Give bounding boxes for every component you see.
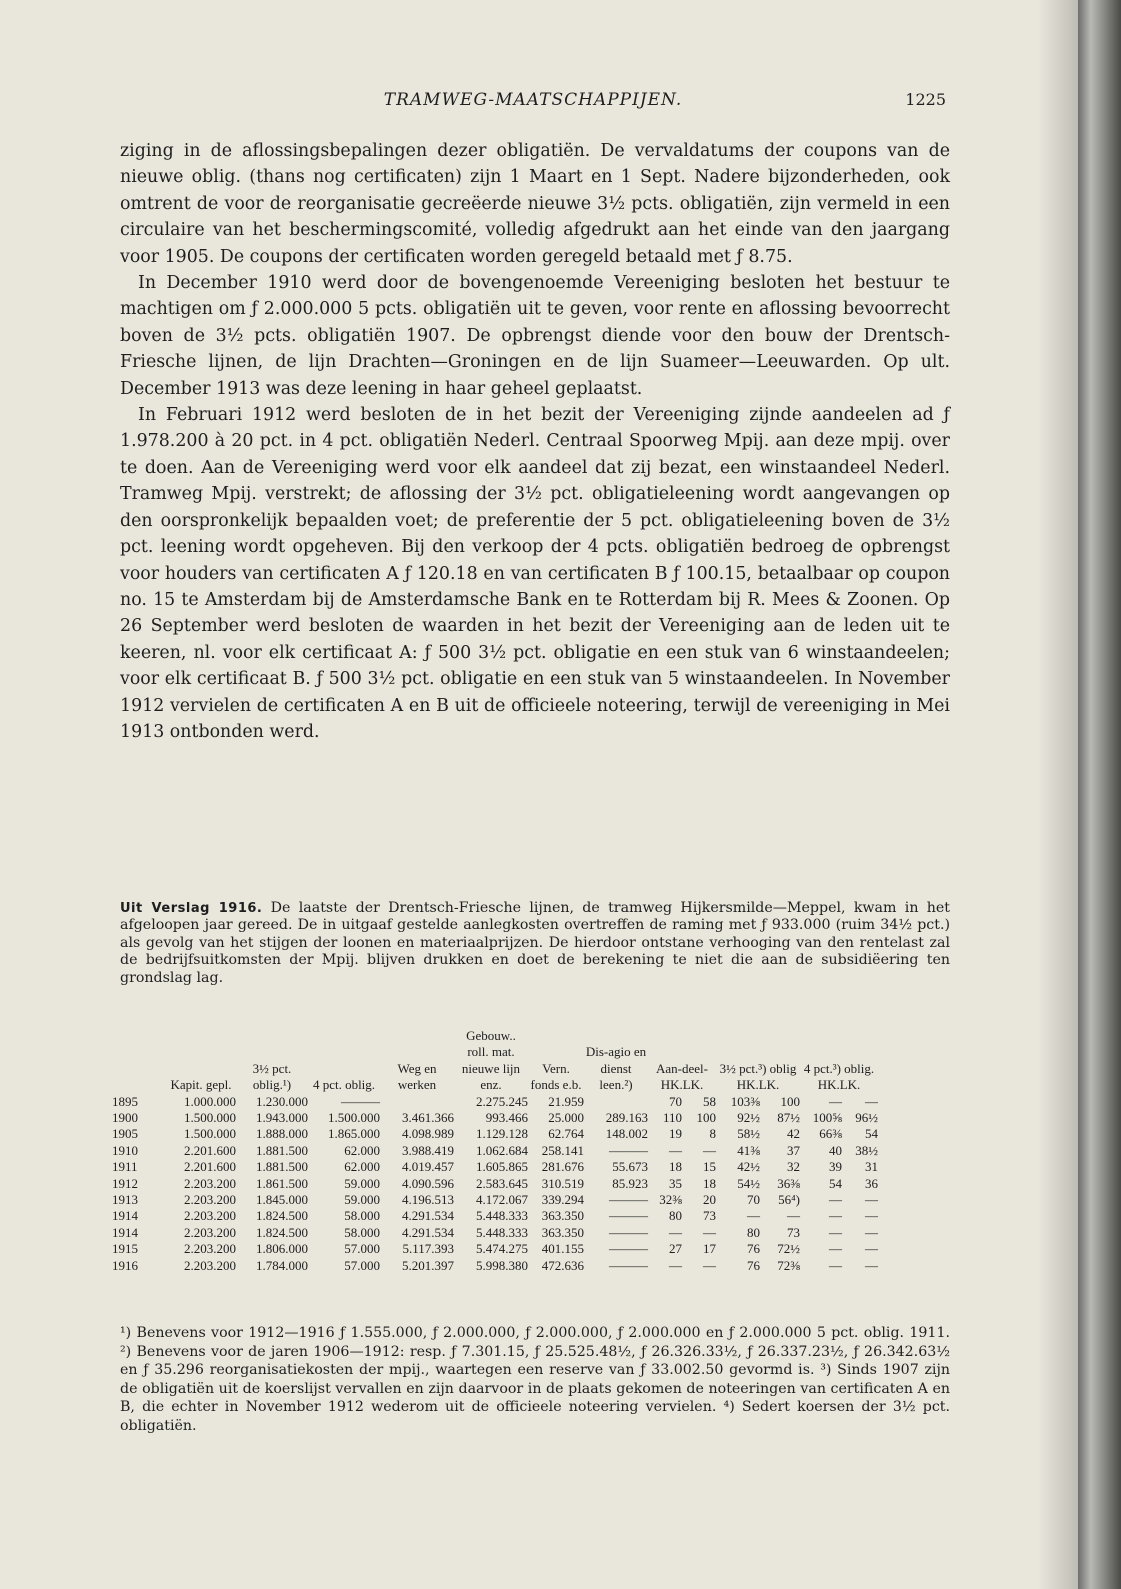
table-cell: 148.002: [605, 1126, 648, 1142]
table-cell-year: 1914: [112, 1224, 138, 1240]
table-cell: 2.203.200: [184, 1208, 236, 1224]
table-cell: 73: [787, 1224, 800, 1240]
table-cell: —: [703, 1224, 716, 1240]
table-cell: —: [829, 1224, 842, 1240]
table-cell: 21.959: [548, 1093, 584, 1109]
table-cell: 110: [662, 1110, 682, 1126]
table-cell: [380, 1094, 454, 1110]
table-cell: ———: [609, 1257, 648, 1273]
table-cell: 363.350: [541, 1224, 584, 1240]
table-cell: 36: [865, 1175, 878, 1191]
header-oblig-4b: 4 pct.³) oblig. HK.LK.: [803, 1060, 875, 1093]
header-kapitaal: Kapit. gepl.: [170, 1077, 232, 1093]
table-cell: 59.000: [344, 1175, 380, 1191]
table-cell: 1.784.000: [256, 1257, 308, 1273]
footnotes: ¹) Benevens voor 1912—1916 ƒ 1.555.000, ƒ 2.000.000, ƒ 2.000.000, ƒ 2.000.000 en ƒ 2.000.000 5 pct. oblig. 1911. ²) Benevens voor de jaren 1906—1912: resp. ƒ 7.301.15, ƒ 25.525.48½, ƒ 26.326.33½, ƒ 26.337.23½, ƒ 26.342.63½ en ƒ 35.296 reorganisatiekosten der mpij., waartegen een reserve van ƒ 33.002.50 gevormd is. ³) Sinds 1907 zijn de obligatiën uit de koerslijst vervallen en zijn daarvoor in de plaats gekomen de noteeringen van certificaten A en B, die echter in November 1912 wederom uit de officieele noteering vervielen. ⁴) Sedert koersen der 3½ pct. obligatiën.: [120, 1325, 950, 1434]
table-row: [112, 1094, 878, 1110]
body-text: [120, 138, 950, 745]
table-row: [112, 1126, 878, 1142]
table-row: [112, 1143, 878, 1159]
table-cell: 472.636: [541, 1257, 584, 1273]
paragraph: In December 1910 werd door de bovengenoemde Vereeniging besloten het bestuur te machtigen om ƒ 2.000.000 5 pcts. obligatiën uit te geven, voor rente en aflossing bevoorrecht boven de 3½ pcts. obligatiën 1907. De opbrengst diende voor den bouw der Drentsch-Friesche lijnen, de lijn Drachten—Groningen en de lijn Suameer—Leeuwarden. Op ult. December 1913 was deze leening in haar geheel geplaatst.: [120, 273, 950, 399]
table-cell: 1.845.000: [256, 1192, 308, 1208]
header-disagio: Dis-agio en dienst leen.²): [585, 1044, 647, 1093]
table-cell: 1.000.000: [184, 1093, 236, 1109]
table-cell: 339.294: [541, 1192, 584, 1208]
table-cell: 32⅜: [659, 1192, 682, 1208]
table-cell: 58.000: [344, 1224, 380, 1240]
report-excerpt: [120, 900, 950, 987]
table-cell: 363.350: [541, 1208, 584, 1224]
table-cell: 401.155: [541, 1241, 584, 1257]
table-cell: —: [865, 1192, 878, 1208]
table-row: [112, 1176, 878, 1192]
table-cell: 1.500.000: [184, 1110, 236, 1126]
table-cell: 32: [787, 1159, 800, 1175]
table-cell: 1.861.500: [256, 1175, 308, 1191]
table-cell: —: [829, 1208, 842, 1224]
table-cell: 2.275.245: [476, 1093, 528, 1109]
table-cell: 2.201.600: [184, 1142, 236, 1158]
table-cell: 1.500.000: [184, 1126, 236, 1142]
table-cell-year: 1905: [112, 1126, 138, 1142]
table-cell: 80: [747, 1224, 760, 1240]
table-cell: 1.881.500: [256, 1142, 308, 1158]
table-row: [112, 1192, 878, 1208]
table-cell: —: [669, 1224, 682, 1240]
table-cell: 62.764: [548, 1126, 584, 1142]
table-cell-year: 1912: [112, 1175, 138, 1191]
table-cell: —: [865, 1257, 878, 1273]
paragraph: ziging in de aflossingsbepalingen dezer obligatiën. De vervaldatums der coupons van de nieuwe oblig. (thans nog certificaten) zijn 1 Maart en 1 Sept. Nadere bijzonderheden, ook omtrent de voor de reorganisatie gecreëerde nieuwe 3½ pcts. obligatiën, zijn vermeld in een circulaire van het beschermingscomité, volledig afgedrukt aan het einde van den jaargang voor 1905. De coupons der certificaten worden geregeld betaald met ƒ 8.75.: [120, 141, 950, 267]
table-cell-year: 1914: [112, 1208, 138, 1224]
table-cell: 4.090.596: [402, 1175, 454, 1191]
report-text: De laatste der Drentsch-Friesche lijnen, de tramweg Hijkersmilde—Meppel, kwam in het afgeloopen jaar gereed. De in uitgaaf gestelde aanlegkosten overtreffen de raming met ƒ 933.000 (ruim 34½ pct.) als gevolg van het stijgen der loonen en materiaalprijzen. De hierdoor ontstane verhooging van den rentelast zal de bedrijfsuitkomsten der Mpij. blijven drukken en doet de berekening te niet die aan de subsidiëering ten grondslag lag.: [120, 900, 950, 986]
table-cell: 1.865.000: [328, 1126, 380, 1142]
table-cell: 57.000: [344, 1241, 380, 1257]
table-cell: 1.806.000: [256, 1241, 308, 1257]
table-cell-year: 1916: [112, 1257, 138, 1273]
financial-table: [112, 1028, 957, 1274]
table-cell: 5.201.397: [402, 1257, 454, 1273]
table-cell: 1.230.000: [256, 1093, 308, 1109]
table-cell: 5.117.393: [402, 1241, 454, 1257]
header-gebouw: Gebouw.. roll. mat. nieuwe lijn enz.: [461, 1028, 521, 1093]
table-cell: 59.000: [344, 1192, 380, 1208]
header-oblig-35: 3½ pct. oblig.¹): [252, 1060, 292, 1093]
table-cell: 58½: [737, 1126, 760, 1142]
header-wegen: Weg en werken: [397, 1060, 437, 1093]
table-cell: —: [829, 1257, 842, 1273]
table-cell: —: [865, 1224, 878, 1240]
table-cell: 80: [669, 1208, 682, 1224]
table-cell: 310.519: [541, 1175, 584, 1191]
table-cell: 54½: [737, 1175, 760, 1191]
table-cell: 3.461.366: [402, 1110, 454, 1126]
table-cell: 70: [747, 1192, 760, 1208]
table-row: [112, 1110, 878, 1126]
header-oblig-35b: 3½ pct.³) oblig HK.LK.: [719, 1060, 797, 1093]
table-cell: 66⅜: [819, 1126, 842, 1142]
table-cell: 19: [669, 1126, 682, 1142]
table-cell: 76: [747, 1241, 760, 1257]
table-cell: 18: [669, 1159, 682, 1175]
table-cell-year: 1895: [112, 1093, 138, 1109]
table-cell: 85.923: [612, 1175, 648, 1191]
table-cell: 100⅝: [812, 1110, 842, 1126]
table-cell: 57.000: [344, 1257, 380, 1273]
table-cell: 103⅜: [730, 1093, 760, 1109]
table-cell: 258.141: [541, 1142, 584, 1158]
running-title: TRAMWEG-MAATSCHAPPIJEN.: [383, 90, 683, 110]
table-row: [112, 1258, 878, 1274]
financial-table-body: [112, 1094, 878, 1274]
table-cell: 42: [787, 1126, 800, 1142]
table-cell: 58.000: [344, 1208, 380, 1224]
table-cell: —: [829, 1093, 842, 1109]
table-cell: 1.824.500: [256, 1224, 308, 1240]
table-cell: 36⅜: [777, 1175, 800, 1191]
table-cell-year: 1913: [112, 1192, 138, 1208]
table-cell: 15: [703, 1159, 716, 1175]
table-cell-year: 1915: [112, 1241, 138, 1257]
table-cell: —: [669, 1257, 682, 1273]
table-cell: 4.196.513: [402, 1192, 454, 1208]
table-cell: 96½: [855, 1110, 878, 1126]
table-cell: 8: [709, 1126, 716, 1142]
table-cell: 92½: [737, 1110, 760, 1126]
header-oblig-4: 4 pct. oblig.: [312, 1077, 376, 1093]
page-number: 1225: [905, 90, 946, 109]
table-cell: 2.203.200: [184, 1224, 236, 1240]
report-lead: Uit Verslag 1916.: [120, 901, 263, 916]
table-cell: 20: [703, 1192, 716, 1208]
table-cell: 41⅜: [737, 1142, 760, 1158]
table-cell: 62.000: [344, 1142, 380, 1158]
financial-table-grid: [112, 1028, 878, 1274]
table-cell: 1.888.000: [256, 1126, 308, 1142]
table-cell: 70: [669, 1093, 682, 1109]
table-cell: 4.172.067: [476, 1192, 528, 1208]
table-cell: 37: [787, 1142, 800, 1158]
table-cell: [584, 1094, 648, 1110]
table-cell: 27: [669, 1241, 682, 1257]
table-cell: 5.448.333: [476, 1224, 528, 1240]
table-cell: 2.203.200: [184, 1257, 236, 1273]
table-cell: 4.019.457: [402, 1159, 454, 1175]
table-cell: ———: [609, 1224, 648, 1240]
table-cell: ———: [609, 1142, 648, 1158]
table-cell: 4.291.534: [402, 1208, 454, 1224]
table-cell: —: [829, 1192, 842, 1208]
table-cell: —: [787, 1208, 800, 1224]
book-page-edge: [1078, 0, 1121, 1589]
table-cell: 100: [780, 1093, 800, 1109]
table-cell: 5.448.333: [476, 1208, 528, 1224]
table-cell: ———: [609, 1192, 648, 1208]
table-cell: 4.291.534: [402, 1224, 454, 1240]
table-cell: 1.500.000: [328, 1110, 380, 1126]
table-cell: 18: [703, 1175, 716, 1191]
table-cell: 54: [865, 1126, 878, 1142]
table-row: [112, 1225, 878, 1241]
table-cell: 5.998.380: [476, 1257, 528, 1273]
table-cell: 31: [865, 1159, 878, 1175]
table-cell: 2.203.200: [184, 1192, 236, 1208]
table-cell-year: 1911: [112, 1159, 138, 1175]
table-cell: —: [747, 1208, 760, 1224]
table-cell: ———: [609, 1241, 648, 1257]
table-cell: 2.203.200: [184, 1175, 236, 1191]
table-cell: 993.466: [485, 1110, 528, 1126]
table-cell: 1.881.500: [256, 1159, 308, 1175]
table-cell: 5.474.275: [476, 1241, 528, 1257]
table-cell: —: [865, 1208, 878, 1224]
table-cell: 2.583.645: [476, 1175, 528, 1191]
table-cell: 4.098.989: [402, 1126, 454, 1142]
table-row: [112, 1208, 878, 1224]
table-row: [112, 1159, 878, 1175]
table-cell: 100: [696, 1110, 716, 1126]
table-cell: 87½: [777, 1110, 800, 1126]
table-cell: —: [669, 1142, 682, 1158]
table-cell: 25.000: [548, 1110, 584, 1126]
table-cell: 1.129.128: [476, 1126, 528, 1142]
table-cell: 54: [829, 1175, 842, 1191]
table-cell: 35: [669, 1175, 682, 1191]
header-aandeel: Aan-deel- HK.LK.: [656, 1060, 708, 1093]
table-cell: 289.163: [605, 1110, 648, 1126]
table-row: [112, 1241, 878, 1257]
table-cell: 72⅜: [777, 1257, 800, 1273]
table-cell: 1.605.865: [476, 1159, 528, 1175]
header-year: [112, 1028, 166, 1094]
table-cell: 2.203.200: [184, 1241, 236, 1257]
table-cell: 62.000: [344, 1159, 380, 1175]
table-cell: —: [703, 1257, 716, 1273]
table-cell: 40: [829, 1142, 842, 1158]
table-cell: —: [865, 1241, 878, 1257]
table-cell-year: 1910: [112, 1142, 138, 1158]
table-cell: 58: [703, 1093, 716, 1109]
table-cell: 17: [703, 1241, 716, 1257]
table-cell: —: [829, 1241, 842, 1257]
table-cell: 38½: [855, 1142, 878, 1158]
table-cell: 3.988.419: [402, 1142, 454, 1158]
table-cell: 42½: [737, 1159, 760, 1175]
table-cell: 1.062.684: [476, 1142, 528, 1158]
table-cell: —: [865, 1093, 878, 1109]
table-cell: 56⁴): [778, 1192, 800, 1208]
table-cell: 2.201.600: [184, 1159, 236, 1175]
table-cell: 1.824.500: [256, 1208, 308, 1224]
table-cell: 1.943.000: [256, 1110, 308, 1126]
table-cell: 76: [747, 1257, 760, 1273]
table-cell: ———: [341, 1093, 380, 1109]
table-cell: 281.676: [541, 1159, 584, 1175]
running-header: [120, 90, 946, 114]
table-cell: 73: [703, 1208, 716, 1224]
table-cell: 39: [829, 1159, 842, 1175]
table-cell-year: 1900: [112, 1110, 138, 1126]
paragraph: In Februari 1912 werd besloten de in het bezit der Vereeniging zijnde aandeelen ad ƒ 1.978.200 à 20 pct. in 4 pct. obligatiën Nederl. Centraal Spoorweg Mpij. aan deze mpij. over te doen. Aan de Vereeniging werd voor elk aandeel dat zij bezat, een winstaandeel Nederl. Tramweg Mpij. verstrekt; de aflossing der 3½ pct. obligatieleening wordt aangevangen op den oorspronkelijk bepaalden voet; de preferentie der 5 pct. obligatieleening boven de 3½ pct. leening wordt opgeheven. Bij den verkoop der 4 pcts. obligatiën bedroeg de opbrengst voor houders van certificaten A ƒ 120.18 en van certificaten B ƒ 100.15, betaalbaar op coupon no. 15 te Amsterdam bij de Amsterdamsche Bank en te Rotterdam bij R. Mees & Zoonen. Op 26 September werd besloten de waarden in het bezit der Vereeniging aan de leden uit te keeren, nl. voor elk certificaat A: ƒ 500 3½ pct. obligatie en een stuk van 6 winstaandeelen; voor elk certificaat B. ƒ 500 3½ pct. obligatie en een stuk van 5 winstaandeelen. In November 1912 vervielen de certificaten A en B uit de officieele noteering, terwijl de vereeniging in Mei 1913 ontbonden werd.: [120, 405, 950, 742]
header-vern: Vern. fonds e.b.: [530, 1060, 582, 1093]
table-cell: ———: [609, 1208, 648, 1224]
table-cell: —: [703, 1142, 716, 1158]
table-cell: 72½: [777, 1241, 800, 1257]
table-cell: 55.673: [612, 1159, 648, 1175]
